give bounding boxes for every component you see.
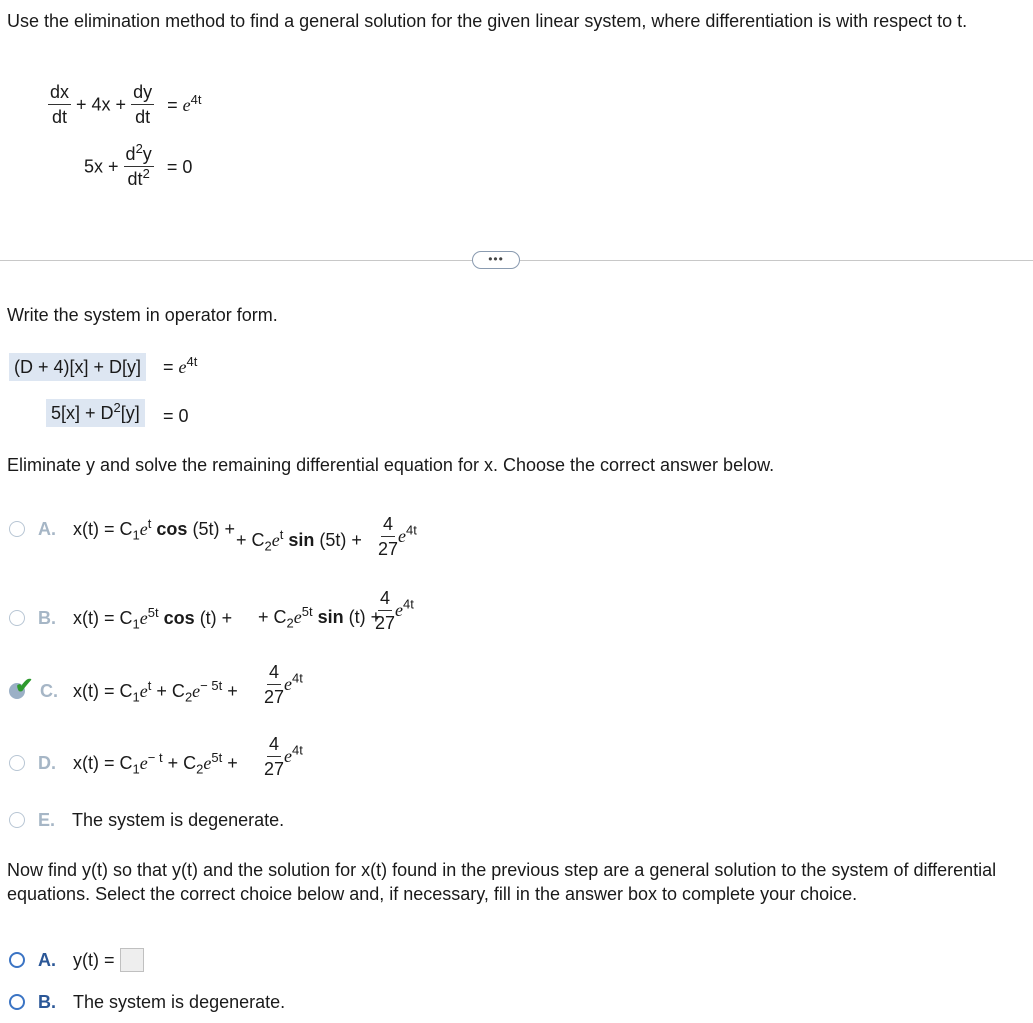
x-option-e[interactable]: E. The system is degenerate. [9, 807, 284, 832]
x-option-b-part2: + $C_2e^{5t}$ sin (t) + [258, 604, 382, 631]
system-equation-2: 5x + $\frac{d^2y}{dt^2}$ = 0 [84, 141, 193, 189]
checkmark-icon: ✔ [15, 673, 34, 698]
x-option-c-fraction: $\frac{4}{27}$ $e^{4t}$ [264, 662, 303, 707]
radio-x-option-d[interactable] [9, 755, 25, 771]
x-option-a-part2: + $C_2e^t$ sin (5t) + [236, 527, 362, 554]
x-option-a-fraction: $\frac{4}{27}$ $e^{4t}$ [378, 514, 417, 559]
operator-form-prompt: Write the system in operator form. [7, 305, 278, 325]
x-option-d[interactable]: D. $x(t) = C_1e^{- t} + C_2e^{5t}$ + [9, 750, 238, 775]
question-intro: Use the elimination method to find a general solution for the given linear system, where differentiation is with respect to t. [7, 11, 968, 31]
radio-x-option-b[interactable] [9, 610, 25, 626]
x-option-c[interactable]: ✔ C. $x(t) = C_1e^t + C_2e^{- 5t}$ + [9, 678, 238, 703]
x-option-b-fraction: $\frac{4}{27}$ $e^{4t}$ [375, 588, 414, 633]
radio-x-option-e[interactable] [9, 812, 25, 828]
show-more-button[interactable]: ••• [472, 251, 520, 269]
y-option-a[interactable]: A. y(t) = [9, 946, 144, 973]
operator-rhs-1: = $e^{4t}$ [163, 354, 198, 377]
x-option-b[interactable]: B. $x(t) = C_1e^{5t}$ cos (t) + [9, 605, 232, 630]
x-option-a[interactable]: A. $x(t) = C_1e^t$ cos (5t) + [9, 516, 235, 541]
eliminate-prompt: Eliminate y and solve the remaining differential equation for x. Choose the correct answer below. [7, 455, 775, 475]
y-answer-input[interactable] [120, 948, 144, 972]
find-y-prompt: Now find y(t) so that y(t) and the solution for x(t) found in the previous step are a general solution to the system of differential equations. Select the correct choice below and, if necessary, fill in the answer box to complete your choice. [7, 860, 997, 904]
radio-y-option-a[interactable] [9, 952, 25, 968]
d2y-dt2-fraction: $\frac{d^2y}{dt^2}$ [125, 141, 152, 189]
dx-dt-fraction: $\frac{dx}{dt}$ [50, 82, 70, 127]
radio-x-option-a[interactable] [9, 521, 25, 537]
operator-answer-1[interactable]: (D + 4)[x] + D[y] [9, 353, 146, 381]
operator-rhs-2: = 0 [163, 406, 189, 426]
x-option-d-fraction: $\frac{4}{27}$ $e^{4t}$ [264, 734, 303, 779]
radio-y-option-b[interactable] [9, 994, 25, 1010]
y-option-b[interactable]: B. The system is degenerate. [9, 989, 285, 1014]
dy-dt-fraction: $\frac{dy}{dt}$ [133, 82, 153, 127]
operator-answer-2[interactable]: $5[x] + D^2[y]$ [46, 399, 145, 427]
system-equation-1: $\frac{dx}{dt}$ + 4x + $\frac{dy}{dt}$ = $e^{4t}$ [50, 82, 202, 127]
